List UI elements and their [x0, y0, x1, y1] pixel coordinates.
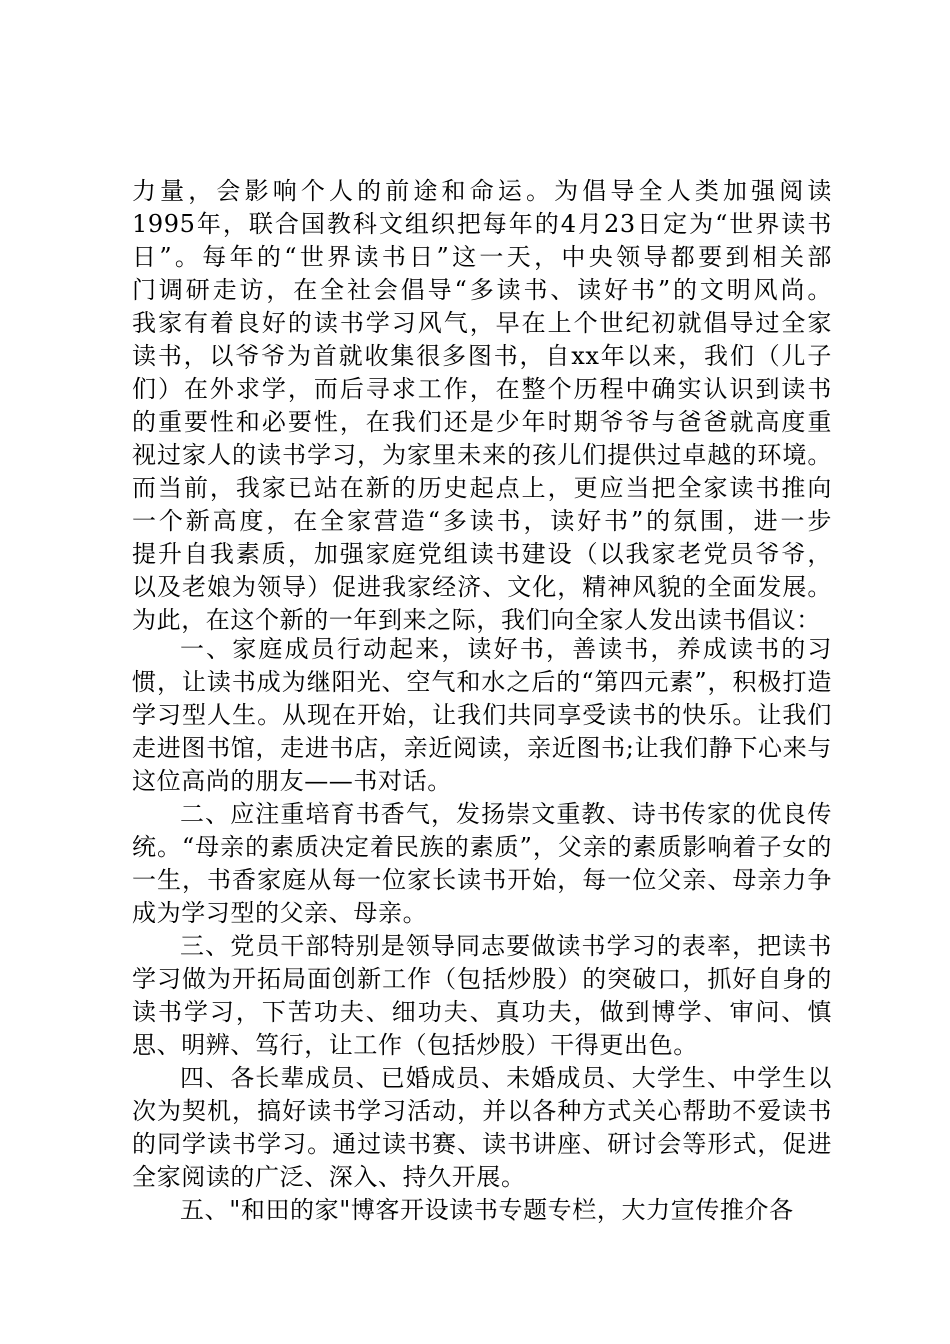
intro-line: 为此，在这个新的一年到来之际，我们向全家人发出读书倡议： — [132, 606, 821, 634]
intro-line: 以及老娘为领导）促进我家经济、文化，精神风貌的全面发展。 — [132, 573, 832, 601]
intro-line: 门调研走访，在全社会倡导“多读书、读好书”的文明风尚。 — [132, 276, 832, 304]
intro-line: 日”。每年的“世界读书日”这一天，中央领导都要到相关部 — [132, 243, 832, 271]
intro-line: 们）在外求学，而后寻求工作，在整个历程中确实认识到读书 — [132, 375, 832, 403]
intro-line: 力量，会影响个人的前途和命运。为倡导全人类加强阅读 — [132, 177, 832, 205]
intro-line: 1995年，联合国教科文组织把每年的4月23日定为“世界读书 — [132, 210, 832, 238]
intro-line: 提升自我素质，加强家庭党组读书建设（以我家老党员爷爷， — [132, 540, 832, 568]
proposal-paragraph-3: 三、党员干部特别是领导同志要做读书学习的表率，把读书学习做为开拓局面创新工作（包括炒股）的突破口，抓好自身的读书学习，下苦功夫、细功夫、真功夫，做到博学、审问、慎思、明辨、笃行，让工作（包括炒股）干得更出色。 — [132, 932, 832, 1059]
proposal-paragraph-5: 五、"和田的家"博客开设读书专题专栏，大力宣传推介各 — [180, 1196, 794, 1224]
intro-line: 一个新高度，在全家营造“多读书，读好书”的氛围，进一步 — [132, 507, 832, 535]
proposal-list — [132, 633, 832, 1227]
proposal-paragraph-1: 一、家庭成员行动起来，读好书，善读书，养成读书的习惯，让读书成为继阳光、空气和水之后的“第四元素”，积极打造学习型人生。从现在开始，让我们共同享受读书的快乐。让我们走进图书馆，走进书店，亲近阅读，亲近图书;让我们静下心来与这位高尚的朋友——书对话。 — [132, 635, 832, 795]
intro-line: 我家有着良好的读书学习风气，早在上个世纪初就倡导过全家 — [132, 309, 832, 337]
intro-line: 读书，以爷爷为首就收集很多图书，自xx年以来，我们（儿子 — [132, 342, 832, 370]
proposal-paragraph-2: 二、应注重培育书香气，发扬崇文重教、诗书传家的优良传统。“母亲的素质决定着民族的素质”，父亲的素质影响着子女的一生，书香家庭从每一位家长读书开始，每一位父亲、母亲力争成为学习型的父亲、母亲。 — [132, 800, 832, 927]
intro-paragraph — [132, 175, 832, 637]
intro-line: 而当前，我家已站在新的历史起点上，更应当把全家读书推向 — [132, 474, 832, 502]
intro-line: 的重要性和必要性，在我们还是少年时期爷爷与爸爸就高度重 — [132, 408, 832, 436]
intro-line: 视过家人的读书学习，为家里未来的孩儿们提供过卓越的环境。 — [132, 441, 832, 469]
proposal-paragraph-4: 四、各长辈成员、已婚成员、未婚成员、大学生、中学生以次为契机，搞好读书学习活动，并以各种方式关心帮助不爱读书的同学读书学习。通过读书赛、读书讲座、研讨会等形式，促进全家阅读的广泛、深入、持久开展。 — [132, 1064, 832, 1191]
